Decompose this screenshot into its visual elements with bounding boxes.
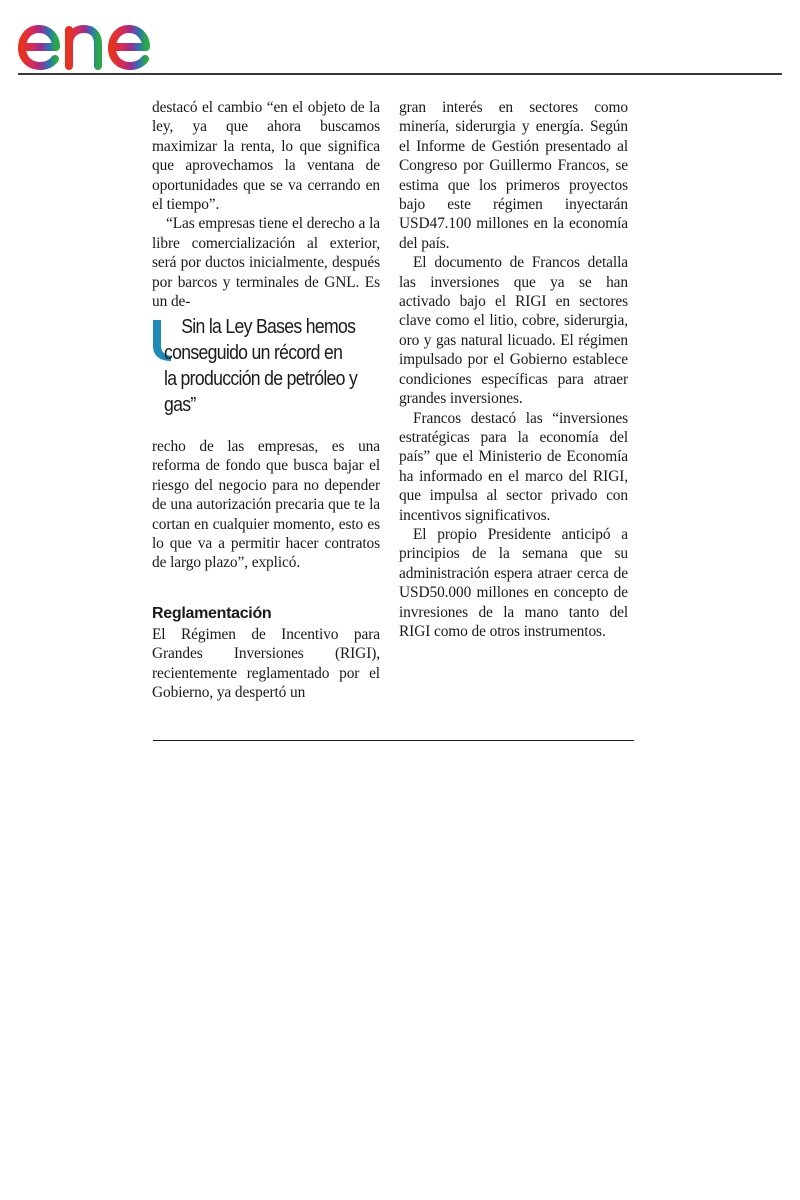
- article-paragraph: El documento de Francos detalla las inversiones que ya se han activado bajo el RIGI en sectores clave como el litio, cobre, siderurgia, oro y gas natural licuado. El régimen impulsado por el Gobierno establece condiciones específicas para atraer grandes inversiones.: [399, 254, 628, 408]
- article-paragraph: Francos destacó las “inversiones estratégicas para la economía del país” que el Ministerio de Economía ha informado en el marco del RIGI, que impulsa al sector privado con incentivos significativos.: [399, 409, 628, 524]
- article-paragraph: destacó el cambio “en el objeto de la ley, ya que ahora buscamos maximizar la renta, lo que significa que aprovechamos la ventana de oportunidades que se va cerrando en el tiempo”.: [152, 99, 380, 214]
- article-end-divider: [153, 740, 634, 741]
- section-subheading: Reglamentación: [152, 605, 272, 622]
- enel-logo: [16, 4, 186, 74]
- header-divider: [18, 73, 782, 75]
- article-paragraph: “Las empresas tiene el derecho a la libre comercialización al exterior, será por ductos inicialmente, después por barcos y terminales de GNL. Es un de-: [152, 215, 380, 311]
- enel-logo-mark: [16, 4, 186, 74]
- article-column-2: [399, 98, 628, 641]
- article-paragraph: El Régimen de Incentivo para Grandes Inversiones (RIGI), recientemente reglamentado por el Gobierno, ya despertó un: [152, 626, 380, 702]
- article-paragraph: recho de las empresas, es una reforma de fondo que busca bajar el riesgo del negocio para no depender de una autorización precaria que te la cortan en cualquier momento, esto es lo que va a permitir hacer contratos de largo plazo”, explicó.: [152, 438, 380, 572]
- article-column-1-middle: [152, 437, 380, 573]
- pull-quote-text: Sin la Ley Bases hemos conseguido un récord en la producción de petróleo y gas”: [164, 315, 358, 416]
- pull-quote: [150, 314, 390, 424]
- article-paragraph: El propio Presidente anticipó a principios de la semana que su administración espera atraer cerca de USD50.000 millones en concepto de invresiones de la mano tanto del RIGI como de otros instrumentos.: [399, 525, 628, 640]
- article-column-1-bottom: [152, 605, 380, 703]
- article-paragraph: gran interés en sectores como minería, siderurgia y energía. Según el Informe de Gestión presentado al Congreso por Guillermo Francos, se estima que los primeros proyectos bajo este régimen inyectarán USD47.100 millones en la economía del país.: [399, 99, 628, 252]
- article-column-1-top: [152, 98, 380, 311]
